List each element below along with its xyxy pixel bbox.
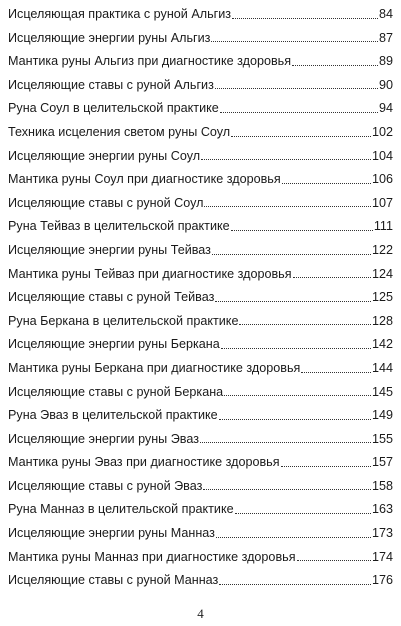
- toc-entry: [8, 448, 393, 472]
- toc-entry-title: Мантика руны Соул при диагностике здоровья: [8, 172, 281, 187]
- toc-entry: [8, 307, 393, 331]
- dot-leader: [219, 419, 371, 420]
- dot-leader: [301, 372, 371, 373]
- toc-entry: [8, 260, 393, 284]
- toc-entry-title: Исцеляющие ставы с руной Альгиз: [8, 77, 214, 92]
- toc-entry-title: Исцеляющая практика с руной Альгиз: [8, 7, 232, 21]
- toc-entry-page: 142: [371, 337, 393, 352]
- dot-leader: [293, 277, 371, 278]
- toc-entry: [8, 378, 393, 402]
- toc-entry: [8, 543, 393, 567]
- toc-entry-title: Руна Эваз в целительской практике: [8, 408, 218, 423]
- toc-entry: [8, 94, 393, 118]
- dot-leader: [231, 136, 371, 137]
- toc-entry-title: Руна Соул в целительской практике: [8, 101, 219, 116]
- toc-entry: [8, 165, 393, 189]
- toc-entry-page: 102: [371, 124, 393, 139]
- toc-entry-page: 106: [371, 172, 393, 187]
- dot-leader: [220, 112, 378, 113]
- dot-leader: [211, 41, 378, 42]
- toc-entry-title: Исцеляющие энергии руны Манназ: [8, 526, 215, 541]
- toc-entry-page: 149: [371, 408, 393, 423]
- toc-entry-page: 125: [371, 290, 393, 305]
- dot-leader: [282, 183, 371, 184]
- toc-entry-title: Мантика руны Беркана при диагностике здоровья: [8, 360, 301, 375]
- toc-entry-title: Исцеляющие энергии руны Беркана: [8, 337, 220, 352]
- toc-entry-page: 111: [373, 219, 393, 234]
- toc-entry-title: Мантика руны Альгиз при диагностике здоровья: [8, 54, 292, 69]
- toc-entry: [8, 495, 393, 519]
- toc-entry: [8, 118, 393, 142]
- toc-entry-title: Исцеляющие энергии руны Эваз: [8, 431, 199, 446]
- toc-entry-title: Мантика руны Тейваз при диагностике здоровья: [8, 266, 292, 281]
- dot-leader: [297, 560, 371, 561]
- toc-entry-page: 107: [371, 195, 393, 210]
- toc-entry: [8, 47, 393, 71]
- toc-entry-page: 157: [371, 455, 393, 470]
- toc-entry-title: Исцеляющие ставы с руной Эваз: [8, 478, 203, 493]
- dot-leader: [239, 324, 371, 325]
- toc-entry: [8, 212, 393, 236]
- toc-entry-page: 176: [371, 573, 393, 588]
- toc-entry: [8, 236, 393, 260]
- toc-entry-title: Исцеляющие энергии руны Соул: [8, 148, 201, 163]
- dot-leader: [212, 254, 371, 255]
- toc-entry-page: 89: [378, 54, 393, 69]
- dot-leader: [235, 513, 371, 514]
- toc-entry-title: Руна Беркана в целительской практике: [8, 313, 239, 328]
- dot-leader: [203, 489, 371, 490]
- toc-entry-title: Мантика руны Манназ при диагностике здоровья: [8, 549, 296, 564]
- toc-entry-page: 122: [371, 242, 393, 257]
- toc-entry-title: Техника исцеления светом руны Соул: [8, 124, 231, 139]
- dot-leader: [216, 537, 371, 538]
- dot-leader: [200, 442, 371, 443]
- dot-leader: [231, 230, 373, 231]
- toc-entry-title: Мантика руны Эваз при диагностике здоровья: [8, 455, 280, 470]
- toc-entry-title: Исцеляющие ставы с руной Манназ: [8, 573, 219, 588]
- page-number: 4: [197, 606, 204, 621]
- toc-entry-title: Исцеляющие ставы с руной Соул: [8, 195, 204, 210]
- dot-leader: [215, 88, 378, 89]
- toc-entry-page: 158: [371, 478, 393, 493]
- toc-entry: [8, 425, 393, 449]
- toc-entry-page: 174: [371, 549, 393, 564]
- toc-entry: [8, 566, 393, 590]
- toc-entry-title: Исцеляющие ставы с руной Тейваз: [8, 290, 215, 305]
- dot-leader: [201, 159, 371, 160]
- toc-entry-page: 124: [371, 266, 393, 281]
- toc-entry-title: Исцеляющие энергии руны Альгиз: [8, 30, 211, 45]
- toc-entry: [8, 0, 393, 24]
- toc-entry-page: 90: [378, 77, 393, 92]
- toc-entry-page: 145: [371, 384, 393, 399]
- toc-entry-title: Руна Тейваз в целительской практике: [8, 219, 230, 234]
- toc-entry-page: 87: [378, 30, 393, 45]
- toc-entry: [8, 354, 393, 378]
- toc-entry: [8, 24, 393, 48]
- toc-entry: [8, 330, 393, 354]
- toc-entry-page: 128: [371, 313, 393, 328]
- toc-entry-page: 163: [371, 502, 393, 517]
- toc-entry: [8, 142, 393, 166]
- toc-entry-page: 173: [371, 526, 393, 541]
- dot-leader: [281, 466, 371, 467]
- toc-entry-title: Исцеляющие энергии руны Тейваз: [8, 242, 211, 257]
- dot-leader: [221, 348, 371, 349]
- dot-leader: [204, 206, 371, 207]
- toc-entry-page: 155: [371, 431, 393, 446]
- toc-entry-page: 144: [371, 360, 393, 375]
- table-of-contents: [8, 0, 393, 590]
- toc-entry: [8, 71, 393, 95]
- dot-leader: [232, 18, 378, 19]
- dot-leader: [215, 301, 371, 302]
- toc-entry: [8, 283, 393, 307]
- toc-entry-page: 104: [371, 148, 393, 163]
- dot-leader: [224, 395, 371, 396]
- toc-entry: [8, 519, 393, 543]
- toc-entry-page: 84: [378, 7, 393, 21]
- toc-entry: [8, 472, 393, 496]
- dot-leader: [219, 584, 371, 585]
- toc-entry: [8, 401, 393, 425]
- toc-entry-title: Исцеляющие ставы с руной Беркана: [8, 384, 224, 399]
- toc-entry-title: Руна Манназ в целительской практике: [8, 502, 234, 517]
- toc-entry-page: 94: [378, 101, 393, 116]
- toc-entry: [8, 189, 393, 213]
- dot-leader: [292, 65, 378, 66]
